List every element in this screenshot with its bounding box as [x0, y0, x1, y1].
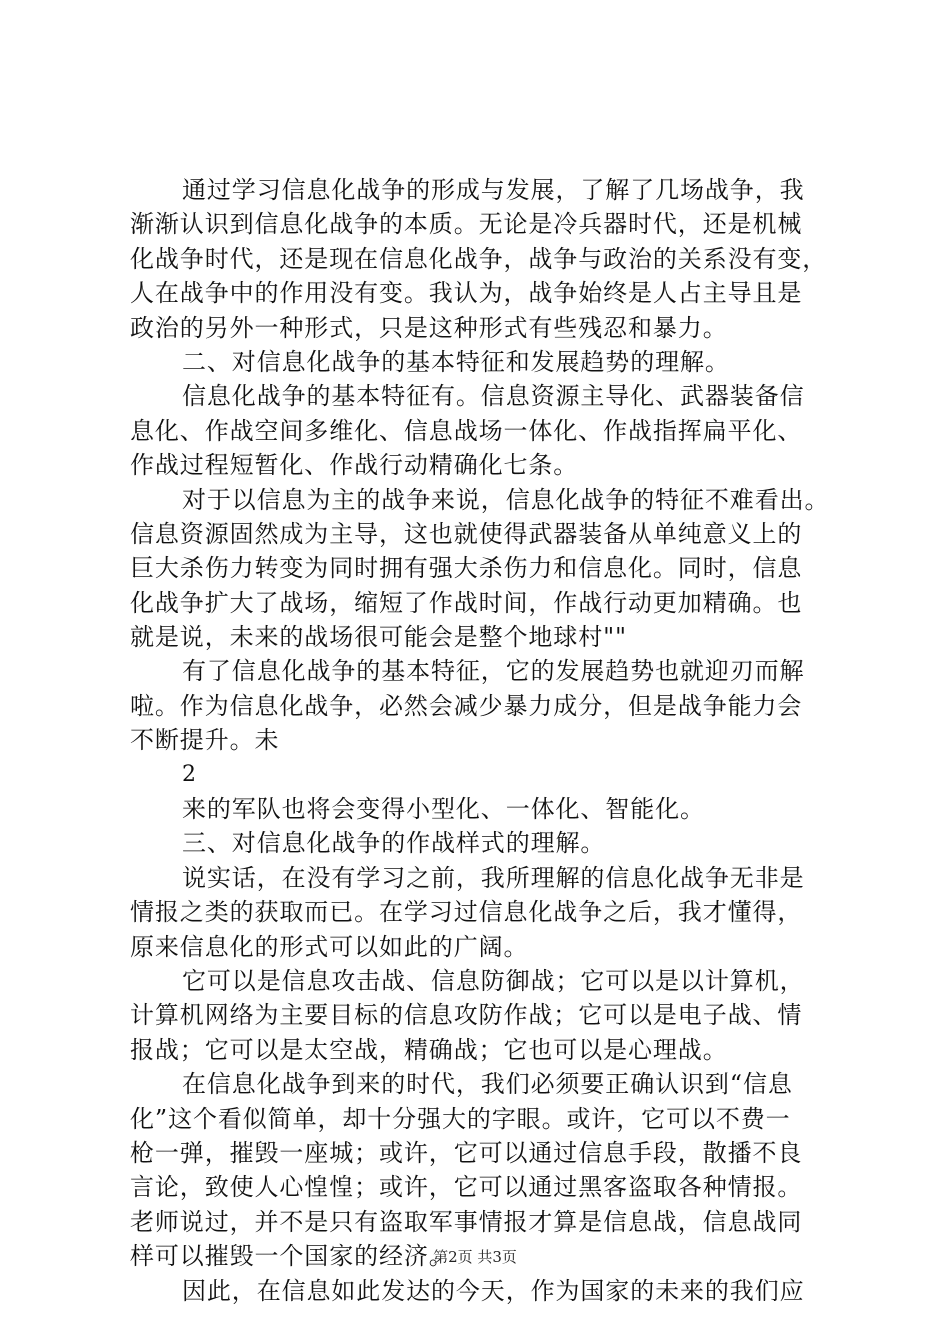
text-line: 样可以摧毁一个国家的经济。 — [130, 1242, 454, 1271]
text-line: 通过学习信息化战争的形成与发展，了解了几场战争，我 — [182, 176, 805, 204]
text-line: 信息资源固然成为主导，这也就使得武器装备从单纯意义上的 — [130, 519, 803, 548]
text-line: 信息化战争的基本特征有。信息资源主导化、武器装备信 — [182, 382, 805, 411]
text-line: 它可以是信息攻击战、信息防御战；它可以是以计算机， — [182, 966, 805, 995]
text-line: 在信息化战争到来的时代，我们必须要正确认识到“信息 — [182, 1070, 793, 1099]
text-line: 有了信息化战争的基本特征，它的发展趋势也就迎刃而解 — [182, 657, 805, 686]
text-line: 化战争时代，还是现在信息化战争，战争与政治的关系没有变， — [130, 244, 828, 273]
text-line: 化战争扩大了战场，缩短了作战时间，作战行动更加精确。也 — [130, 588, 803, 617]
text-line: 巨大杀伤力转变为同时拥有强大杀伤力和信息化。同时，信息 — [130, 554, 803, 583]
inline-page-number: 2 — [182, 761, 197, 787]
body-text — [130, 173, 835, 1308]
text-line: 化”这个看似简单，却十分强大的字眼。或许，它可以不费一 — [130, 1104, 791, 1133]
text-line: 就是说，未来的战场很可能会是整个地球村"" — [130, 623, 627, 652]
text-line: 言论，致使人心惶惶；或许，它可以通过黑客盗取各种情报。 — [130, 1173, 803, 1202]
text-line: 因此，在信息如此发达的今天，作为国家的未来的我们应 — [182, 1276, 805, 1305]
page-footer: 第2页 共3页 — [433, 1248, 517, 1266]
text-line: 人在战争中的作用没有变。我认为，战争始终是人占主导且是 — [130, 279, 803, 308]
text-line: 老师说过，并不是只有盗取军事情报才算是信息战，信息战同 — [130, 1207, 803, 1236]
section-heading: 二、对信息化战争的基本特征和发展趋势的理解。 — [182, 347, 730, 376]
text-line: 啦。作为信息化战争，必然会减少暴力成分，但是战争能力会 — [130, 691, 803, 720]
text-line: 说实话，在没有学习之前，我所理解的信息化战争无非是 — [182, 863, 805, 892]
text-line: 政治的另外一种形式，只是这种形式有些残忍和暴力。 — [130, 313, 728, 342]
text-line: 枪一弹，摧毁一座城；或许，它可以通过信息手段，散播不良 — [130, 1138, 803, 1167]
text-line: 报战；它可以是太空战，精确战；它也可以是心理战。 — [130, 1035, 728, 1064]
text-line: 息化、作战空间多维化、信息战场一体化、作战指挥扁平化、 — [130, 416, 803, 445]
text-line: 不断提升。未 — [130, 726, 280, 755]
section-heading: 三、对信息化战争的作战样式的理解。 — [182, 829, 606, 858]
text-line: 计算机网络为主要目标的信息攻防作战；它可以是电子战、情 — [130, 1001, 803, 1030]
text-line: 情报之类的获取而已。在学习过信息化战争之后，我才懂得， — [130, 898, 803, 927]
text-line: 渐渐认识到信息化战争的本质。无论是冷兵器时代，还是机械 — [130, 210, 803, 239]
text-line: 作战过程短暂化、作战行动精确化七条。 — [130, 451, 579, 480]
text-line: 来的军队也将会变得小型化、一体化、智能化。 — [182, 795, 705, 824]
text-line: 对于以信息为主的战争来说，信息化战争的特征不难看出。 — [182, 485, 830, 514]
text-line: 原来信息化的形式可以如此的广阔。 — [130, 932, 529, 961]
